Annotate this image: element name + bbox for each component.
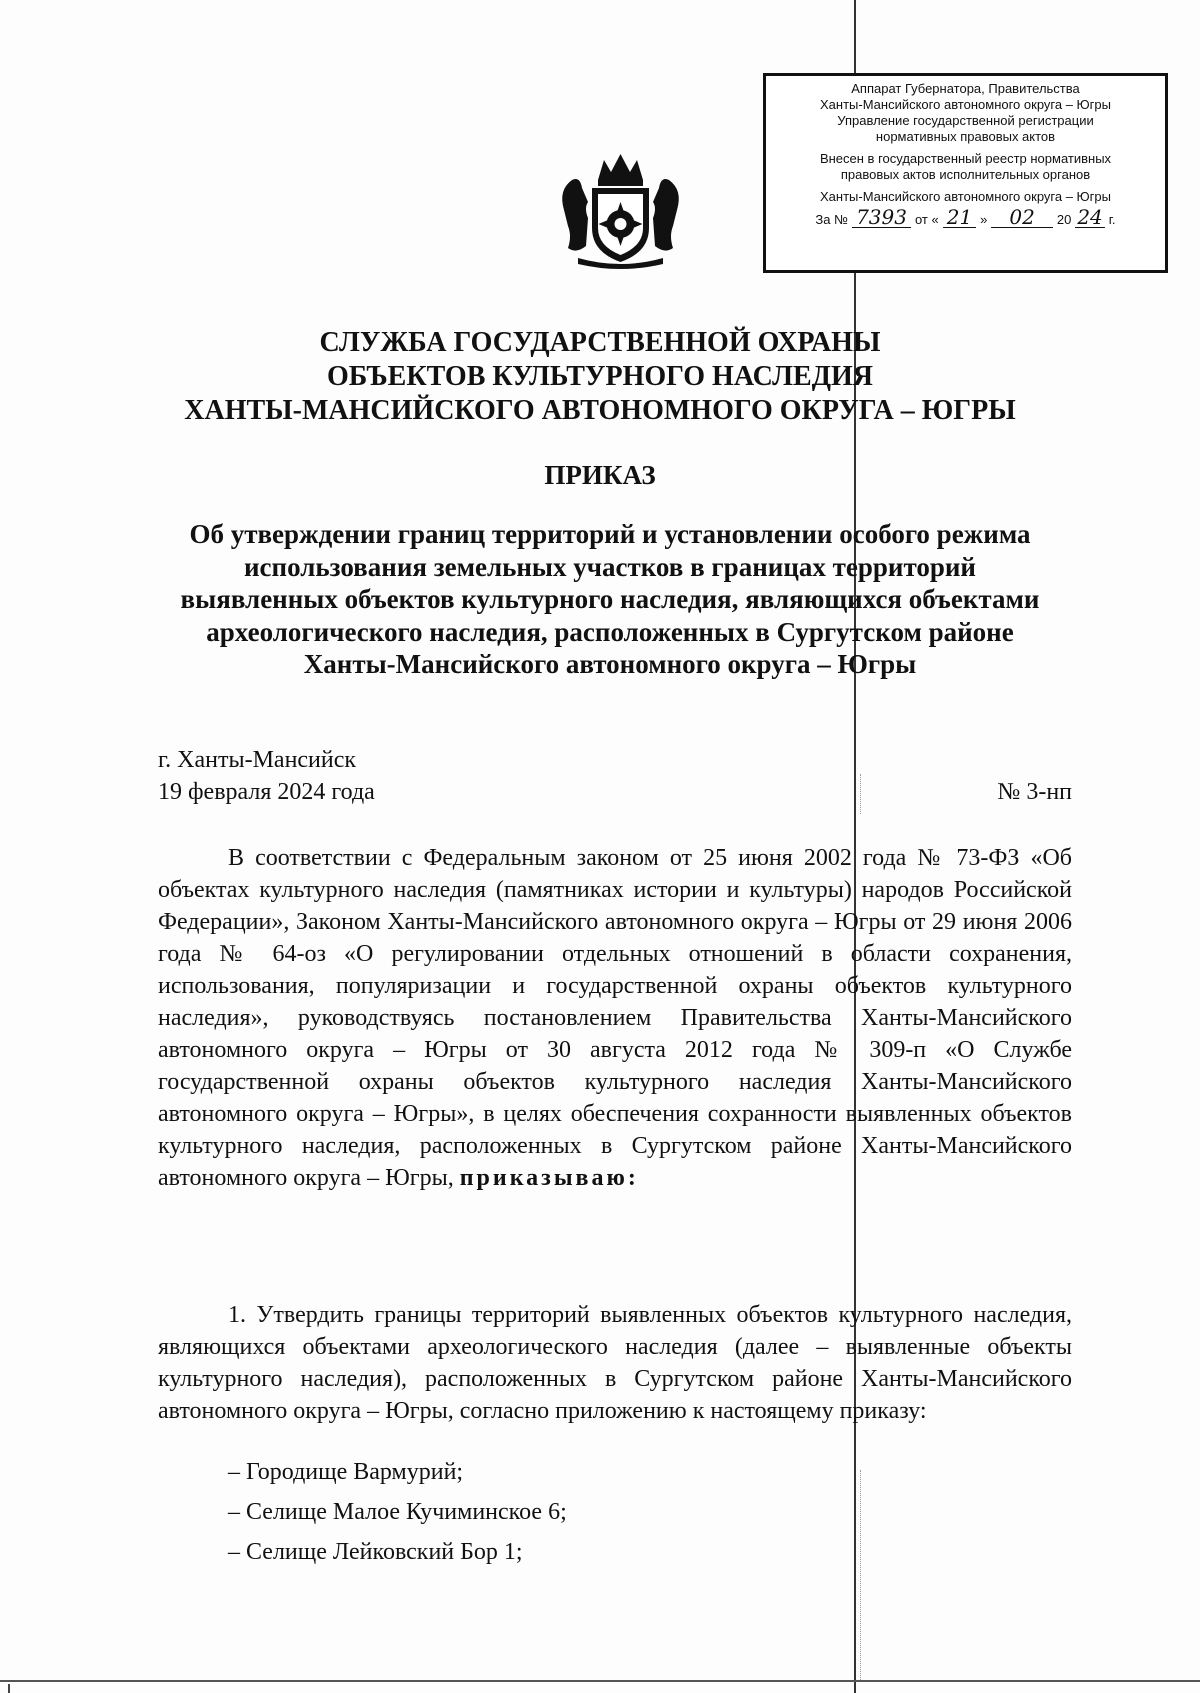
document-title-line: Об утверждении границ территорий и установлении особого режима: [189, 519, 1031, 549]
list-item: – Селище Малое Кучиминское 6;: [228, 1499, 567, 1525]
stamp-registry-note: [770, 151, 1161, 183]
stamp-reg-from: от «: [914, 212, 939, 227]
list-item: – Городище Вармурий;: [228, 1459, 464, 1485]
agency-name-line: ХАНТЫ-МАНСИЙСКОГО АВТОНОМНОГО ОКРУГА – ЮГРЫ: [184, 395, 1016, 426]
stamp-line: Внесен в государственный реестр нормативных: [819, 151, 1112, 166]
stamp-reg-quote: »: [980, 212, 988, 227]
coat-of-arms-icon: [558, 150, 683, 270]
stamp-reg-year-suffix: 24: [1077, 205, 1103, 229]
list-item: – Селище Лейковский Бор 1;: [228, 1539, 523, 1565]
document-title-line: выявленных объектов культурного наследия, являющихся объектами: [180, 584, 1040, 614]
stamp-line: правовых актов исполнительных органов: [840, 167, 1091, 182]
document-number: № 3-нп: [997, 779, 1072, 805]
order-item-1: 1. Утвердить границы территорий выявленных объектов культурного наследия, являющихся объектами археологического наследия (далее – выявленные объекты культурного наследия), расположенных в Сургутском районе Ханты-Мансийского автономного округа – Югры, согласно приложению к настоящему приказу:: [158, 1302, 1072, 1424]
agency-name-line: ОБЪЕКТОВ КУЛЬТУРНОГО НАСЛЕДИЯ: [327, 361, 873, 392]
agency-name-line: СЛУЖБА ГОСУДАРСТВЕННОЙ ОХРАНЫ: [319, 327, 881, 358]
registration-stamp: [763, 73, 1168, 273]
stamp-reg-year-prefix: 20: [1056, 212, 1072, 227]
stamp-reg-day: 21: [943, 207, 976, 228]
preamble-paragraph: [158, 842, 1072, 1194]
stamp-issuer: [770, 81, 1161, 145]
stamp-line: нормативных правовых актов: [875, 129, 1056, 144]
stamp-reg-year-end: г.: [1108, 212, 1116, 227]
stamp-reg-prefix: За №: [815, 212, 849, 227]
stamp-reg-month: 02: [991, 207, 1052, 228]
stamp-region: [770, 189, 1161, 205]
document-date: 19 февраля 2024 года: [158, 779, 375, 805]
document-title-line: Ханты-Мансийского автономного округа – Югры: [303, 649, 917, 679]
document-place: г. Ханты-Мансийск: [158, 747, 357, 773]
stamp-line: Ханты-Мансийского автономного округа – Югры: [819, 189, 1111, 204]
stamp-line: Аппарат Губернатора, Правительства: [851, 81, 1080, 96]
scan-artifact-dots: [860, 774, 862, 814]
preamble-text: В соответствии с Федеральным законом от 25 июня 2002 года № 73-ФЗ «Об объектах культурного наследия (памятниках истории и культуры) народов Российской Федерации», Законом Ханты-Мансийского автономного округа – Югры от 29 июня 2006 года № 64-оз «О регулировании отдельных отношений в области сохранения, использования, популяризации и государственной охраны объектов культурного наследия», руководствуясь постановлением Правительства Ханты-Мансийского автономного округа – Югры от 30 августа 2012 года № 309-п «О Службе государственной охраны объектов культурного наследия Ханты-Мансийского автономного округа – Югры», в целях обеспечения сохранности выявленных объектов культурного наследия, расположенных в Сургутском районе Ханты-Мансийского автономного округа – Югры,: [158, 845, 1072, 1191]
agency-name: [0, 326, 1200, 428]
stamp-registration-number: [770, 207, 1161, 228]
heritage-sites-list: [228, 1456, 567, 1576]
document-type: ПРИКАЗ: [544, 460, 656, 490]
stamp-line: Управление государственной регистрации: [837, 113, 1094, 128]
scan-artifact-corner-mark: [8, 1684, 10, 1693]
place-and-date: [158, 744, 375, 808]
document-title: [150, 518, 1070, 681]
stamp-line: Ханты-Мансийского автономного округа – Югры: [819, 97, 1111, 112]
scan-artifact-dots: [860, 1470, 862, 1680]
stamp-reg-number: 7393: [852, 207, 911, 228]
document-title-line: использования земельных участков в границах территорий: [244, 551, 976, 582]
order-word: приказываю:: [459, 1165, 639, 1191]
document-title-line: археологического наследия, расположенных в Сургутском районе: [206, 616, 1014, 647]
scan-artifact-bottom-line: [0, 1680, 1200, 1682]
